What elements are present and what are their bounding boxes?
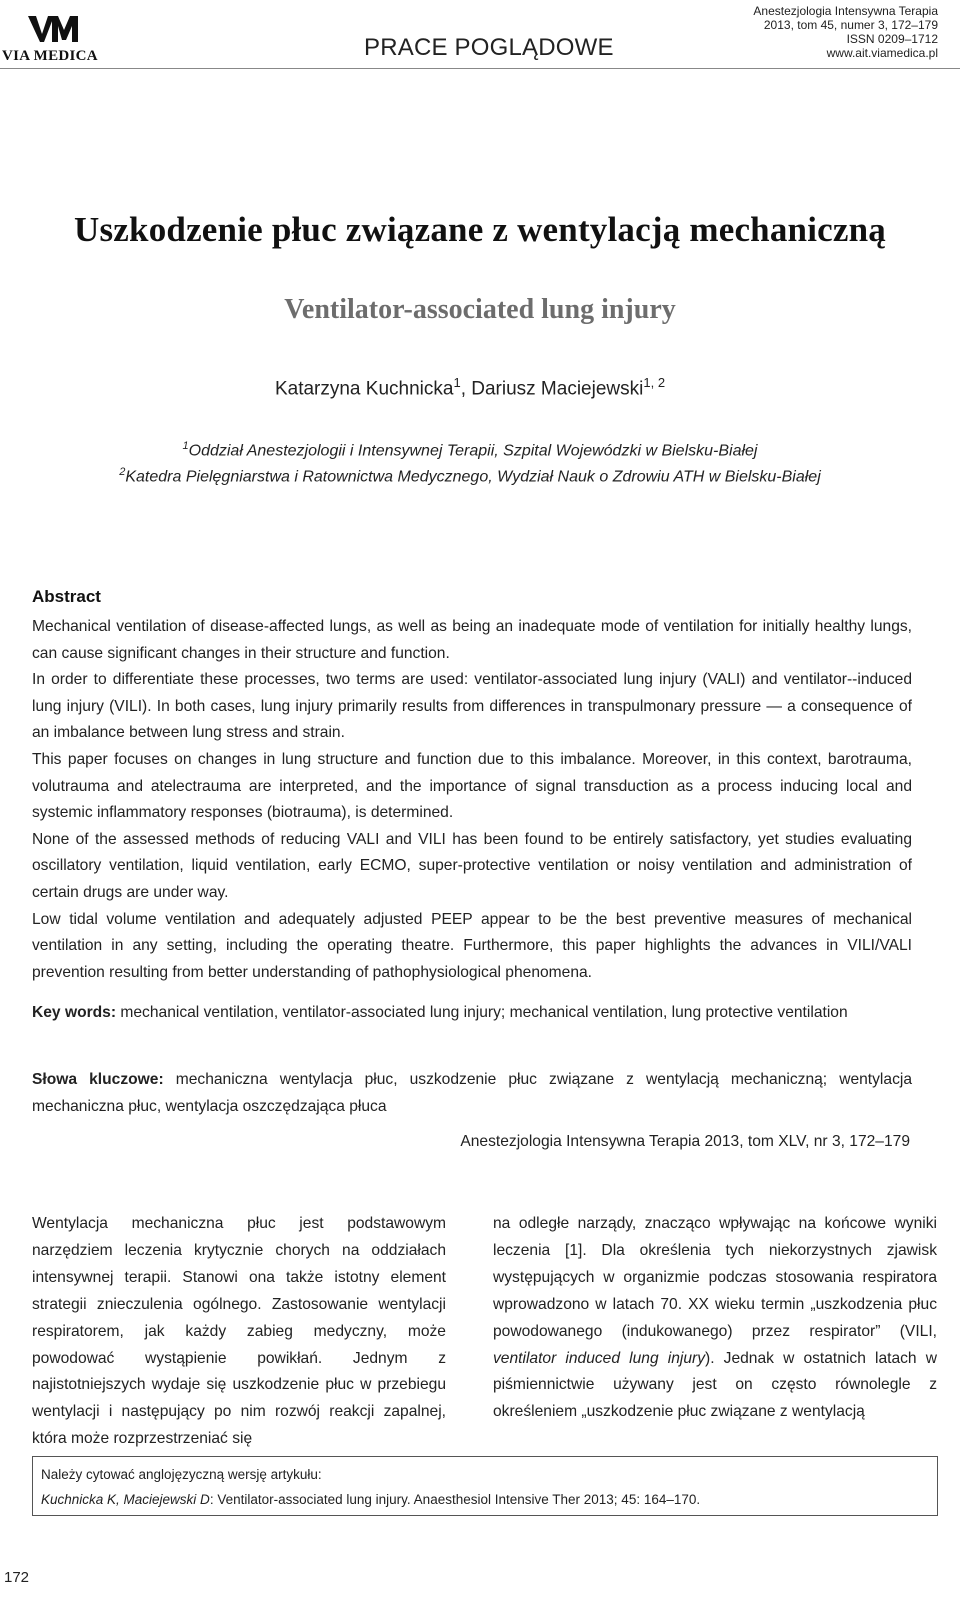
journal-info <box>753 4 938 60</box>
article-title: Uszkodzenie płuc związane z wentylacją mechaniczną <box>74 210 886 249</box>
affiliation-1-text: Oddział Anestezjologii i Intensywnej Terapii, Szpital Wojewódzki w Bielsku-Białej <box>188 442 758 460</box>
body-text-right-italic: ventilator induced lung injury <box>493 1349 706 1367</box>
key-words-label: Key words: <box>32 1004 117 1021</box>
author-1: Katarzyna Kuchnicka <box>274 378 454 400</box>
abstract-paragraph: This paper focuses on changes in lung structure and function due to this imbalance. Moreover, in this context, barotrauma, volutrauma and atelectrauma are interpreted, and the importance of signal transduction as a process inducing local and systemic inflammatory responses (biotrauma), is determined. <box>32 750 912 822</box>
logo-text: VIA MEDICA <box>2 48 98 64</box>
body-text-right-1: na odległe narządy, znacząco wpływając na końcowe wyniki leczenia [1]. Dla określenia tych niekorzystnych zjawisk występujących w organizmie podczas stosowania respiratora wprowadzono w latach 70. XX wieku termin „uszkodzenia płuc powodowanego (indukowanego) przez respirator” (VILI, <box>493 1215 937 1340</box>
author-separator: , <box>460 378 472 400</box>
cite-authors: Kuchnicka K, Maciejewski D <box>41 1492 210 1507</box>
journal-citation: Anestezjologia Intensywna Terapia 2013, tom XLV, nr 3, 172–179 <box>460 1133 910 1150</box>
author-1-affiliation: 1 <box>453 375 461 390</box>
body-text-left: Wentylacja mechaniczna płuc jest podstawowym narzędziem leczenia krytycznie chorych na oddziałach intensywnej terapii. Stanowi ona także istotny element strategii znieczulenia ogólnego. Zastosowanie wentylacji respiratorem, jak każdy zabieg medyczny, może powodować wystąpienie powikłań. Jednym z najistotniejszych wydaje się uszkodzenie płuc w przebiegu wentylacji i następujący po nim rozwój reakcji zapalnej, która może rozprzestrzeniać się <box>32 1215 446 1448</box>
abstract-body <box>32 614 912 986</box>
abstract-paragraph: Low tidal volume ventilation and adequately adjusted PEEP appear to be the best preventive measures of mechanical ventilation in any setting, including the operating theatre. Furthermore, this paper highlights the advances in VILI/VALI prevention resulting from better understanding of pathophysiological phenomena. <box>32 910 912 981</box>
cite-box <box>32 1456 938 1516</box>
cite-instruction: Należy cytować anglojęzyczną wersję artykułu: <box>41 1467 322 1482</box>
via-medica-logo <box>0 12 104 64</box>
body-text-right-2: ). Jednak w ostatnich latach w piśmiennictwie używany jest on często równolegle z określeniem „uszkodzenie płuc związane z wentylacją <box>493 1349 937 1421</box>
affiliation-2-number: 2 <box>119 466 126 478</box>
journal-issn: ISSN 0209–1712 <box>846 32 938 46</box>
abstract-heading: Abstract <box>32 587 101 606</box>
abstract-paragraph: In order to differentiate these processes, two terms are used: ventilator-associated lung injury (VALI) and ventilator--induced lung injury (VILI). In both cases, lung injury primarily results from differences in transpulmonary pressure — a consequence of an imbalance between lung stress and strain. <box>32 671 912 742</box>
journal-volume: 2013, tom 45, numer 3, 172–179 <box>763 18 938 32</box>
article-subtitle: Ventilator-associated lung injury <box>284 294 676 325</box>
affiliation-2-text: Katedra Pielęgniarstwa i Ratownictwa Medycznego, Wydział Nauk o Zdrowiu ATH w Bielsku-Białej <box>125 468 821 486</box>
header-divider <box>0 68 960 69</box>
section-label: PRACE POGLĄDOWE <box>364 34 614 61</box>
vm-monogram-icon <box>26 12 80 44</box>
slowa-kluczowe <box>32 1067 912 1120</box>
abstract-paragraph: Mechanical ventilation of disease-affected lungs, as well as being an inadequate mode of ventilation for initially healthy lungs, can cause significant changes in their structure and function. <box>32 618 912 662</box>
abstract-paragraph: None of the assessed methods of reducing VALI and VILI has been found to be entirely satisfactory, yet studies evaluating oscillatory ventilation, liquid ventilation, early ECMO, super-protective ventilation or noisy ventilation and administration of certain drugs are under way. <box>32 830 912 901</box>
cite-details: : Ventilator-associated lung injury. Anaesthesiol Intensive Ther 2013; 45: 164–170. <box>209 1492 701 1507</box>
affiliation-1 <box>0 440 940 460</box>
slowa-kluczowe-text: mechaniczna wentylacja płuc, uszkodzenie płuc związane z wentylacją mechaniczną; wentylacja mechaniczna płuc, wentylacja oszczędzająca płuca <box>32 1071 913 1115</box>
key-words <box>32 1000 912 1027</box>
author-2: Dariusz Maciejewski <box>471 378 644 400</box>
body-column-right <box>493 1211 937 1426</box>
author-2-affiliation: 1, 2 <box>643 375 666 390</box>
journal-url[interactable]: www.ait.viamedica.pl <box>826 46 938 60</box>
key-words-text: mechanical ventilation, ventilator-associated lung injury; mechanical ventilation, lung protective ventilation <box>116 1004 848 1021</box>
affiliation-2 <box>0 466 940 486</box>
page-number: 172 <box>4 1569 30 1586</box>
body-column-left <box>32 1211 446 1453</box>
affiliation-1-number: 1 <box>182 440 189 452</box>
journal-name: Anestezjologia Intensywna Terapia <box>753 4 938 18</box>
cite-reference <box>41 1492 700 1507</box>
authors <box>0 375 940 400</box>
slowa-kluczowe-label: Słowa kluczowe: <box>32 1071 164 1088</box>
